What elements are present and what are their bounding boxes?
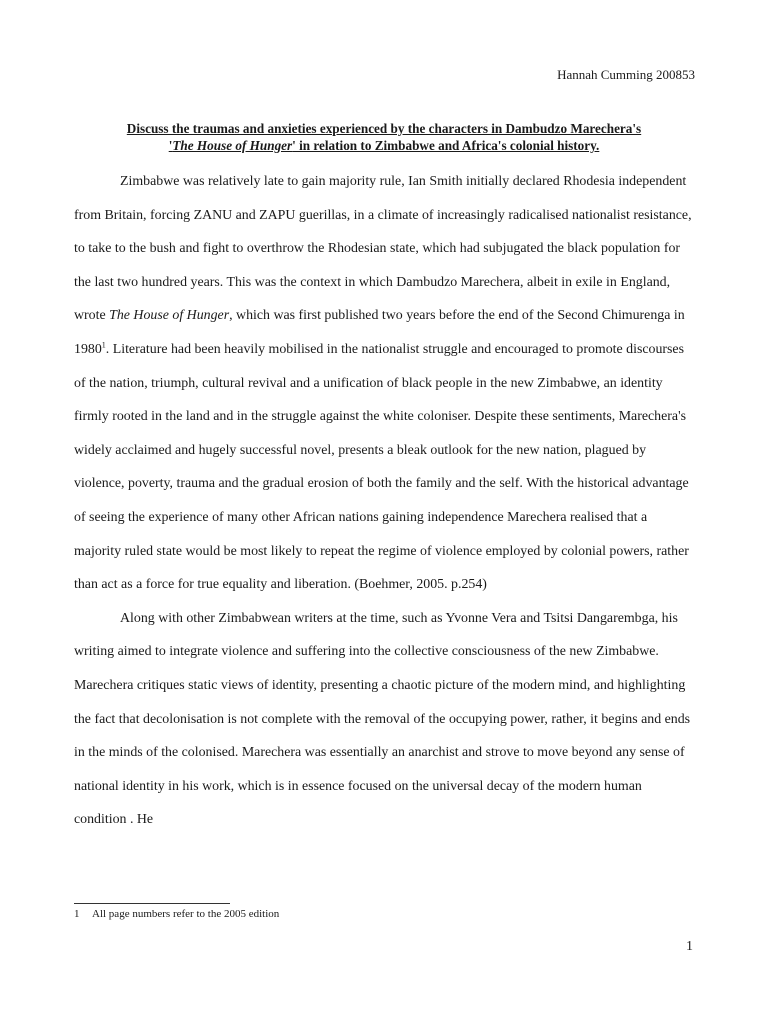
title-book-name: The House of Hunger: [172, 138, 293, 153]
paragraph-1-part-1: Zimbabwe was relatively late to gain majority rule, Ian Smith initially declared Rhodesia independent from Britain, forcing ZANU and ZAPU guerillas, in a climate of increasingly radicalised nationalist resistance, to take to the bush and fight to overthrow the Rhodesian state, which had subjugated the black population for the last two hundred years. This was the context in which Dambudzo Marechera, albeit in exile in England, wrote: [74, 174, 692, 324]
footnote-number: 1: [74, 908, 80, 920]
author-header: Hannah Cumming 200853: [557, 67, 695, 82]
title-line-1: Discuss the traumas and anxieties experienced by the characters in Dambudzo Marechera's: [126, 121, 642, 136]
paragraph-2: Along with other Zimbabwean writers at the time, such as Yvonne Vera and Tsitsi Dangarembga, his writing aimed to integrate violence and suffering into the collective consciousness of the new Zimbabwe. Marechera critiques static views of identity, presenting a chaotic picture of the modern mind, and highlighting the fact that decolonisation is not complete with the removal of the occupying power, rather, it begins and ends in the minds of the colonised. Marechera was essentially an anarchist and strove to move beyond any sense of national identity in his work, which is in essence focused on the universal decay of the modern human condition . He: [74, 610, 691, 828]
page-number: 1: [686, 939, 693, 954]
title-line-2-rest: ' in relation to Zimbabwe and Africa's colonial history.: [292, 138, 600, 153]
footnote-reference[interactable]: 1: [101, 340, 106, 350]
footnote-text: All page numbers refer to the 2005 edition: [92, 908, 280, 920]
paragraph-1-part-3: . Literature had been heavily mobilised in the nationalist struggle and encouraged to promote discourses of the nation, triumph, cultural revival and a unification of black people in the new Zimbabwe, an identity firmly rooted in the land and in the struggle against the white coloniser. Despite these sentiments, Marechera's widely acclaimed and hugely successful novel, presents a bleak outlook for the new nation, plagued by violence, poverty, trauma and the gradual erosion of both the family and the self. With the historical advantage of seeing the experience of many other African nations gaining independence Marechera realised that a majority ruled state would be most likely to repeat the regime of violence employed by colonial powers, rather than act as a force for true equality and liberation. (Boehmer, 2005. p.254): [74, 341, 689, 593]
paragraph-1-book-title: The House of Hunger: [109, 308, 230, 324]
essay-body: [74, 165, 696, 837]
paragraph-1: [74, 165, 696, 602]
footnote: [74, 907, 279, 921]
paragraph-1-part-2: , which was first published two years before the end of the Second Chimurenga in 1980: [74, 308, 685, 357]
title-line-2-open-quote: ': [168, 138, 173, 153]
footnote-separator: [74, 903, 230, 904]
essay-title: [74, 120, 694, 154]
